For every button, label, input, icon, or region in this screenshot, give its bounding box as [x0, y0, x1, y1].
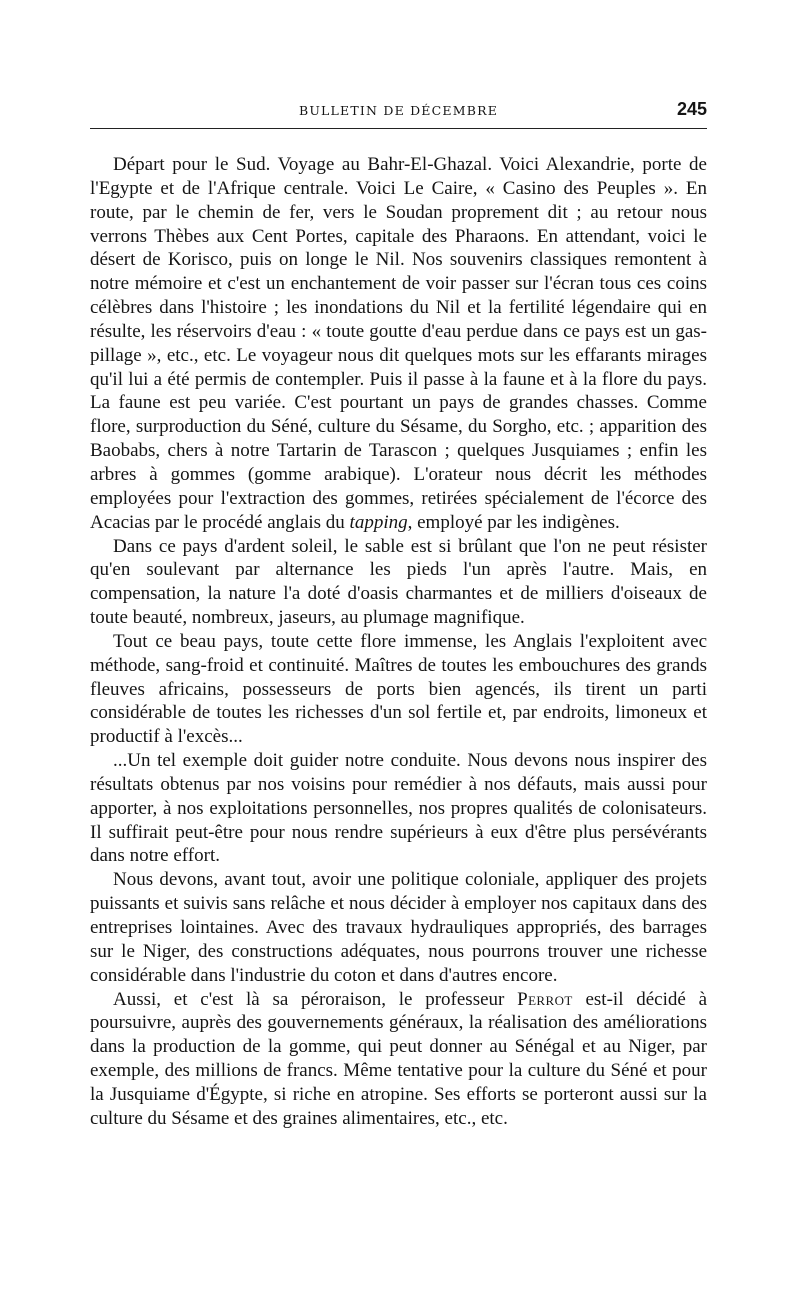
page-number: 245	[676, 99, 707, 119]
paragraph-text-start: Aussi, et c'est là sa péroraison, le professeur	[113, 988, 505, 1010]
page-body	[90, 153, 707, 1131]
paragraph: ...Un tel exemple doit guider notre conduite. Nous devons nous inspirer des résultats obtenus par nos voisins pour remédier à nos défauts, mais aussi pour apporter, à nos exploitations personnelles, nos propres qualités de colonisateurs. Il suffirait peut-être pour nous rendre supérieurs à eux d'être plus persévérants dans notre effort.	[90, 750, 707, 867]
paragraph: Nous devons, avant tout, avoir une politique coloniale, appliquer des projets puissants et suivis sans relâche et nous décider à employer nos capitaux dans des entreprises lointaines. Avec des travaux hydrauliques appropriés, des barrages sur le Niger, des constructions adéquates, nous pourrons trouver une richesse considérable dans l'industrie du coton et dans d'autres encore.	[90, 869, 707, 986]
running-title: BULLETIN DE DÉCEMBRE	[298, 103, 499, 118]
author-name: Perrot	[517, 988, 573, 1010]
paragraph-text: est-il décidé à poursuivre, auprès des gouvernements généraux, la réalisation des améliorations dans la production de la gomme, qui peut donner au Sénégal et au Niger, par exemple, des millions de francs. Même tentative pour la culture du Séné et pour la Jusquiame d'Égypte, si riche en atropine. Ses efforts se porteront aussi sur la culture du Sésame et des graines alimentaires, etc., etc.	[90, 988, 708, 1129]
paragraph: Dans ce pays d'ardent soleil, le sable est si brûlant que l'on ne peut résister qu'en soulevant par alternance les pieds l'un après l'autre. Mais, en compensation, la nature l'a doté d'oasis charmantes et de milliers d'oiseaux de toute beauté, nombreux, jaseurs, au plumage magnifique.	[90, 535, 707, 629]
paragraph: Tout ce beau pays, toute cette flore immense, les Anglais l'exploitent avec méthode, sang-froid et continuité. Maîtres de toutes les embouchures des grands fleuves africains, possesseurs de ports bien agencés, ils tirent un parti considérable de toutes les richesses d'un sol fertile et, par endroits, limoneux et productif à l'excès...	[90, 630, 707, 748]
book-page	[90, 98, 707, 1131]
paragraph	[90, 988, 707, 1131]
italic-term: tapping	[349, 511, 408, 533]
paragraph	[90, 153, 707, 535]
paragraph-text-end: , employé par les indigènes.	[407, 511, 620, 533]
paragraph-text: Départ pour le Sud. Voyage au Bahr-El-Ghazal. Voici Alexandrie, porte de l'Egypte et de l'Afrique centrale. Voici Le Caire, « Casino des Peuples ». En route, par le chemin de fer, vers le Soudan proprement dit ; au retour nous verrons Thèbes aux Cent Portes, capitale des Pharaons. En attendant, voici le désert de Korisco, puis on longe le Nil. Nos souvenirs classiques remontent à notre mémoire et c'est un enchantement de voir passer sur l'écran tous ces coins célèbres dans l'histoire ; les inondations du Nil et la fertilité légendaire qui en résulte, les réservoirs d'eau : « toute goutte d'eau perdue dans ce pays est un gaspillage », etc., etc. Le voyageur nous dit quelques mots sur les effarants mirages qu'il lui a été permis de contempler. Puis il passe à la faune et à la flore du pays. La faune est peu variée. C'est pourtant un pays de grandes chasses. Comme flore, surproduction du Séné, culture du Sésame, du Sorgho, etc. ; apparition des Baobabs, chers à notre Tartarin de Tarascon ; quelques Jusquiames ; enfin les arbres à gommes (gomme arabique). L'orateur nous décrit les méthodes employées pour l'extraction des gommes, retirées spécialement de l'écorce des Acacias par le procédé anglais du	[90, 154, 707, 533]
page-header	[90, 98, 707, 129]
